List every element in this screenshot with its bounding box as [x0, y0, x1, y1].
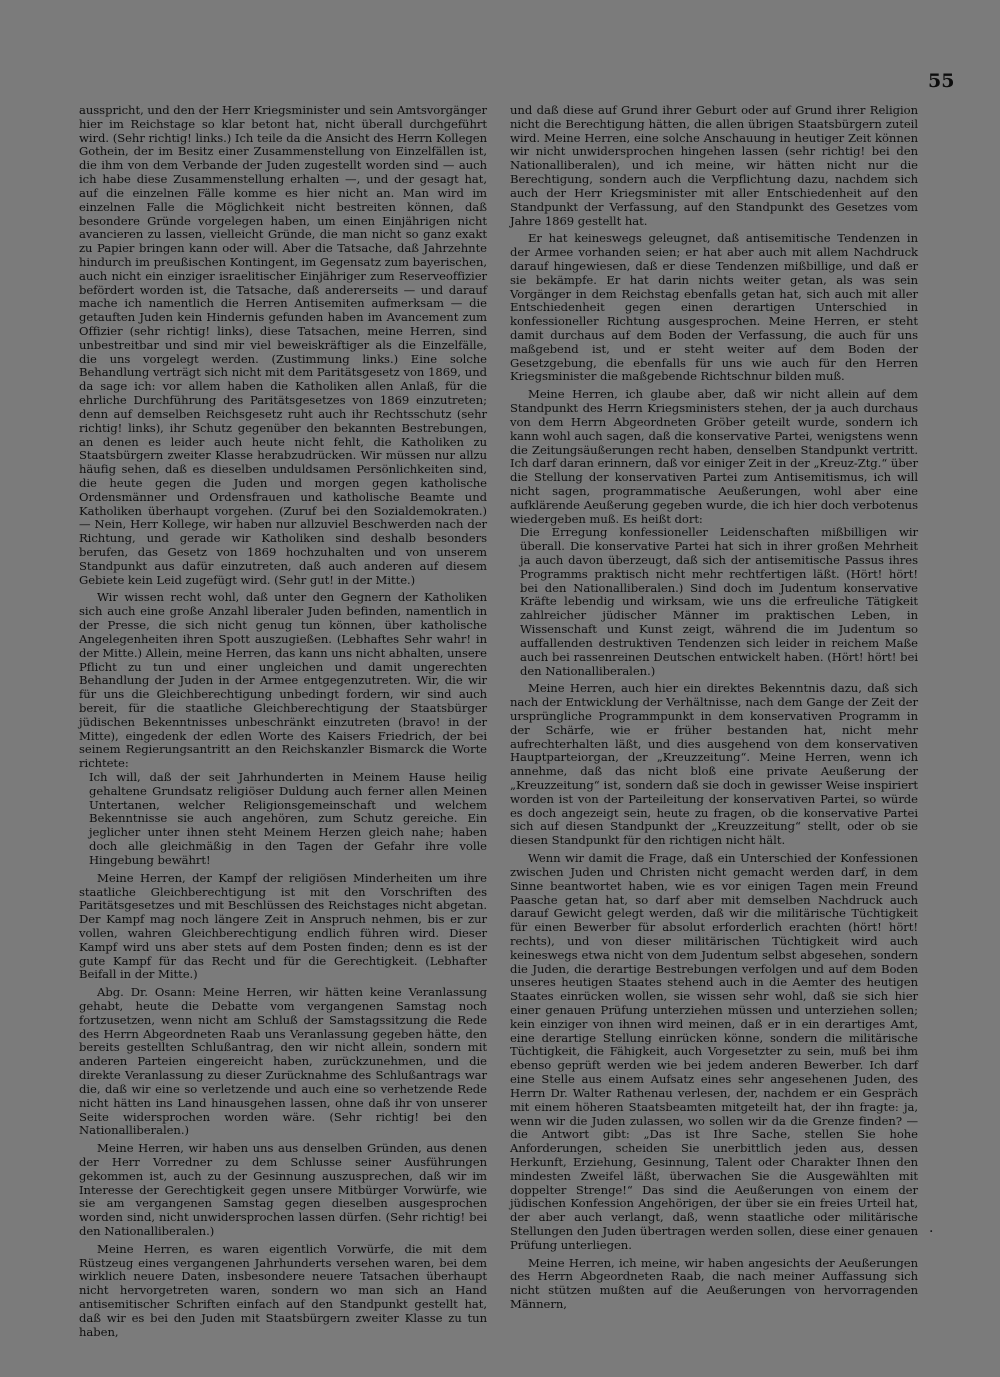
paragraph: und daß diese auf Grund ihrer Geburt oder auf Grund ihrer Religion nicht die Berechtigung hätten, die allen übrigen Staatsbürgern zuteil wird. Meine Herren, eine solche Anschauung in heutiger Zeit können wir nicht unwidersprochen hingehen lassen (sehr richtig! bei den Nationalliberalen), und ich meine, wir hätten nicht nur die Berechtigung, sondern auch die Verpflichtung dazu, nachdem sich auch der Herr Kriegsminister mit aller Entschiedenheit auf den Standpunkt der Verfassung, auf den Standpunkt des Gesetzes vom Jahre 1869 gestellt hat. — [510, 103, 918, 228]
paragraph: Wenn wir damit die Frage, daß ein Unterschied der Konfessionen zwischen Juden und Christen nicht gemacht werden darf, in dem Sinne beantwortet haben, wie es vor einigen Tagen mein Freund Paasche getan hat, so darf aber mit demselben Nachdruck auch darauf Gewicht gelegt werden, daß wir die militärische Tüchtigkeit für einen Bewerber für absolut erforderlich erachten (hört! hört! rechts), und von dieser militärischen Tüchtigkeit wird auch keineswegs etwa nicht von dem Judentum selbst abgesehen, sondern die Juden, die derartige Bestrebungen verfolgen und auf dem Boden unseres heutigen Staates stehend auch in die Aemter des heutigen Staates einrücken wollen, sie wissen sehr wohl, daß sie sich hier einer genauen Prüfung unterziehen müssen und unterziehen sollen; kein einziger von ihnen wird meinen, daß er in ein derartiges Amt, eine derartige Stellung einrücken könne, sondern die militärische Tüchtigkeit, die Fähigkeit, auch Vorgesetzter zu sein, muß bei ihm ebenso geprüft werden wie bei jedem anderen Bewerber. Ich darf eine Stelle aus einem Aufsatz eines sehr angesehenen Juden, des Herrn Dr. Walter Rathenau verlesen, der, nachdem er ein Gespräch mit einem höheren Staatsbeamten mitgeteilt hat, der ihn fragte: ja, wenn wir die Juden zulassen, wo sollen wir da die Grenze finden? — die Antwort gibt: „Das ist Ihre Sache, stellen Sie hohe Anforderungen, scheiden Sie unerbittlich jeden aus, dessen Herkunft, Erziehung, Gesinnung, Talent oder Charakter Ihnen den mindesten Zweifel läßt, überwachen Sie die Ausgewählten mit doppelter Strenge!“ Das sind die Aeußerungen von einem der jüdischen Konfession Angehörigen, der über sie ein freies Urteil hat, der aber auch verlangt, daß, wenn staatliche oder militärische Stellungen den Juden übertragen werden sollen, diese einer genauen Prüfung unterliegen. — [510, 851, 918, 1252]
paragraph: Meine Herren, wir haben uns aus denselben Gründen, aus denen der Herr Vorredner zu dem Schlusse seiner Ausführungen gekommen ist, auch zu der Gesinnung auszusprechen, daß wir im Interesse der Gerechtigkeit gegen unsere Mitbürger Vorwürfe, wie sie am vergangenen Samstag gegen dieselben ausgesprochen worden sind, nicht unwidersprochen lassen dürfen. (Sehr richtig! bei den Nationalliberalen.) — [79, 1141, 487, 1238]
speaker-paragraph: Abg. Dr. Osann: Meine Herren, wir hätten keine Veranlassung gehabt, heute die Debatte vom vergangenen Samstag noch fortzusetzen, wenn nicht am Schluß der Samstagssitzung die Rede des Herrn Abgeordneten Raab uns Veranlassung gegeben hätte, den bereits gestellten Schlußantrag, den wir nicht allein, sondern mit anderen Parteien eingereicht haben, zurückzunehmen, und die direkte Veranlassung zu dieser Zurücknahme des Schlußantrags war die, daß wir eine so verletzende und auch eine so verhetzende Rede nicht hätten ins Land hinausgehen lassen, ohne daß ihr von unserer Seite widersprochen worden wäre. (Sehr richtig! bei den Nationalliberalen.) — [79, 985, 487, 1138]
paragraph: Meine Herren, der Kampf der religiösen Minderheiten um ihre staatliche Gleichberechtigung ist mit den Vorschriften des Paritätsgesetzes und mit Beschlüssen des Reichstages nicht abgetan. Der Kampf mag noch längere Zeit in Anspruch nehmen, bis er zur vollen, wahren Gleichberechtigung endlich führen wird. Dieser Kampf wird uns aber stets auf dem Posten finden; denn es ist der gute Kampf für das Recht und für die Gerechtigkeit. (Lebhafter Beifall in der Mitte.) — [79, 870, 487, 982]
paragraph: Meine Herren, ich glaube aber, daß wir nicht allein auf dem Standpunkt des Herrn Kriegsministers stehen, der ja auch durchaus von dem Herrn Abgeordneten Gröber geteilt wurde, sondern ich kann wohl auch sagen, daß die konservative Partei, wenigstens wenn die Zeitungsäußerungen recht haben, denselben Standpunkt vertritt. Ich darf daran erinnern, daß vor einiger Zeit in der „Kreuz-Ztg.“ über die Stellung der konservativen Partei zum Antisemitismus, ich will nicht sagen, programmatische Aeußerungen, wohl aber eine aufklärende Aeußerung gegeben wurde, die ich hier doch verbotenus wiedergeben muß. Es heißt dort: — [510, 387, 918, 526]
paragraph: Meine Herren, auch hier ein direktes Bekenntnis dazu, daß sich nach der Entwicklung der Verhältnisse, nach dem Gange der Zeit der ursprüngliche Programmpunkt in dem konservativen Programm in der Schärfe, wie er früher bestanden hat, nicht mehr aufrechterhalten läßt, und dies ausgehend von dem konservativen Hauptparteiorgan, der „Kreuzzeitung“. Meine Herren, wenn ich annehme, daß das nicht bloß eine private Aeußerung der „Kreuzzeitung“ ist, sondern daß sie doch in gewisser Weise inspiriert worden ist von der Parteileitung der konservativen Partei, so würde es doch angezeigt sein, heute zu fragen, ob die konservative Partei sich auf diesen Standpunkt der „Kreuzzeitung“ stellt, oder ob sie diesen Standpunkt für den richtigen nicht hält. — [510, 681, 918, 848]
paragraph: ausspricht, und den der Herr Kriegsminister und sein Amtsvorgänger hier im Reichstage so klar betont hat, nicht überall durchgeführt wird. (Sehr richtig! links.) Ich teile da die Ansicht des Herrn Kollegen Gothein, der im Besitz einer Zusammenstellung von Einzelfällen ist, die ihm von dem Verbande der Juden zugestellt worden sind — auch ich habe diese Zusammenstellung erhalten —, und der gesagt hat, auf die einzelnen Fälle komme es hier nicht an. Man wird im einzelnen Falle die Möglichkeit nicht bestreiten können, daß besondere Gründe vorgelegen haben, um einen Einjährigen nicht avancieren zu lassen, vielleicht Gründe, die man nicht so ganz exakt zu Papier bringen kann oder will. Aber die Tatsache, daß Jahrzehnte hindurch im preußischen Kontingent, im Gegensatz zum bayerischen, auch nicht ein einziger israelitischer Einjähriger zum Reserveoffizier befördert worden ist, die Tatsache, daß andererseits — und darauf mache ich namentlich die Herren Antisemiten aufmerksam — die getauften Juden kein Hindernis gefunden haben im Avancement zum Offizier (sehr richtig! links), diese Tatsachen, meine Herren, sind unbestreitbar und sind mir viel beweiskräftiger als die Einzelfälle, die uns vorgelegt werden. (Zustimmung links.) Eine solche Behandlung verträgt sich nicht mit dem Paritätsgesetz von 1869, und da sage ich: vor allem haben die Katholiken allen Anlaß, für die ehrliche Durchführung des Paritätsgesetzes von 1869 einzutreten; denn auf demselben Reichsgesetz ruht auch ihr Rechtsschutz (sehr richtig! links), ihr Schutz gegenüber den bekannten Bestrebungen, an denen es leider auch heute nicht fehlt, die Katholiken zu Staatsbürgern zweiter Klasse herabzudrücken. Wir müssen nur allzu häufig sehen, daß es dieselben unduldsamen Persönlichkeiten sind, die heute gegen die Juden und morgen gegen katholische Ordensmänner und Ordensfrauen und katholische Beamte und Katholiken überhaupt vorgehen. (Zuruf bei den Sozialdemokraten.) — Nein, Herr Kollege, wir haben nur allzuviel Beschwerden nach der Richtung, und gerade wir Katholiken sind deshalb besonders berufen, das Gesetz von 1869 hochzuhalten und von unserem Standpunkt aus dafür einzutreten, daß auch anderen auf diesem Gebiete kein Leid zugefügt wird. (Sehr gut! in der Mitte.) — [79, 103, 487, 587]
paragraph: Meine Herren, ich meine, wir haben angesichts der Aeußerungen des Herrn Abgeordneten Raab, die nach meiner Auffassung sich nicht stützen mußten auf die Aeußerungen von hervorragenden Männern, — [510, 1255, 918, 1312]
paragraph: Meine Herren, es waren eigentlich Vorwürfe, die mit dem Rüstzeug eines vergangenen Jahrhunderts versehen waren, bei dem wirklich neuere Daten, insbesondere neuere Tatsachen überhaupt nicht hervorgetreten waren, sondern wo man sich an Hand antisemitischer Schriften einfach auf den Standpunkt gestellt hat, daß wir es bei den Juden mit Staatsbürgern zweiter Klasse zu tun haben, — [79, 1241, 487, 1339]
left-text-column — [79, 103, 487, 1339]
print-speck-mark: · — [929, 1224, 934, 1240]
page-number: 55 — [928, 70, 955, 92]
paragraph: Er hat keineswegs geleugnet, daß antisemitische Tendenzen in der Armee vorhanden seien; er hat aber auch mit allem Nachdruck darauf hingewiesen, daß er diese Tendenzen mißbillige, und daß er sie bekämpfe. Er hat darin nichts weiter getan, als was sein Vorgänger in dem Reichstag ebenfalls getan hat, sich auch mit aller Entschiedenheit gegen einen derartigen Unterschied in konfessioneller Richtung ausgesprochen. Meine Herren, er steht damit durchaus auf dem Boden der Verfassung, die auch für uns maßgebend ist, und er steht weiter auf dem Boden der Gesetzgebung, die ebenfalls für uns wie auch für den Herren Kriegsminister die maßgebende Richtschnur bilden muß. — [510, 231, 918, 384]
quoted-passage: Die Erregung konfessioneller Leidenschaften mißbilligen wir überall. Die konservative Partei hat sich in ihrer großen Mehrheit ja auch davon überzeugt, daß sich der antisemitische Passus ihres Programms praktisch nicht mehr rechtfertigen läßt. (Hört! hört! bei den Nationalliberalen.) Sind doch im Judentum konservative Kräfte lebendig und wirksam, wie uns die erfreuliche Tätigkeit zahlreicher jüdischer Männer im praktischen Leben, in Wissenschaft und Kunst zeigt, während die im Judentum so auffallenden destruktiven Tendenzen sich leider in reichem Maße auch bei rassenreinen Deutschen entwickelt haben. (Hört! hört! bei den Nationalliberalen.) — [520, 525, 918, 678]
right-text-column — [510, 103, 918, 1312]
quoted-passage: Ich will, daß der seit Jahrhunderten in Meinem Hause heilig gehaltene Grundsatz religiöser Duldung auch ferner allen Meinen Untertanen, welcher Religionsgemeinschaft und welchem Bekenntnisse sie auch angehören, zum Schutz gereiche. Ein jeglicher unter ihnen steht Meinem Herzen gleich nahe; haben doch alle gleichmäßig in den Tagen der Gefahr ihre volle Hingebung bewährt! — [89, 770, 487, 867]
paragraph: Wir wissen recht wohl, daß unter den Gegnern der Katholiken sich auch eine große Anzahl liberaler Juden befinden, namentlich in der Presse, die sich nicht genug tun können, über katholische Angelegenheiten ihren Spott auszugießen. (Lebhaftes Sehr wahr! in der Mitte.) Allein, meine Herren, das kann uns nicht abhalten, unsere Pflicht zu tun und einer ungleichen und damit ungerechten Behandlung der Juden in der Armee entgegenzutreten. Wir, die wir für uns die Gleichberechtigung unbedingt fordern, wir sind auch bereit, für die staatliche Gleichberechtigung der Staatsbürger jüdischen Bekenntnisses unbeschränkt einzutreten (bravo! in der Mitte), eingedenk der edlen Worte des Kaisers Friedrich, der bei seinem Regierungsantritt an den Reichskanzler Bismarck die Worte richtete: — [79, 590, 487, 771]
